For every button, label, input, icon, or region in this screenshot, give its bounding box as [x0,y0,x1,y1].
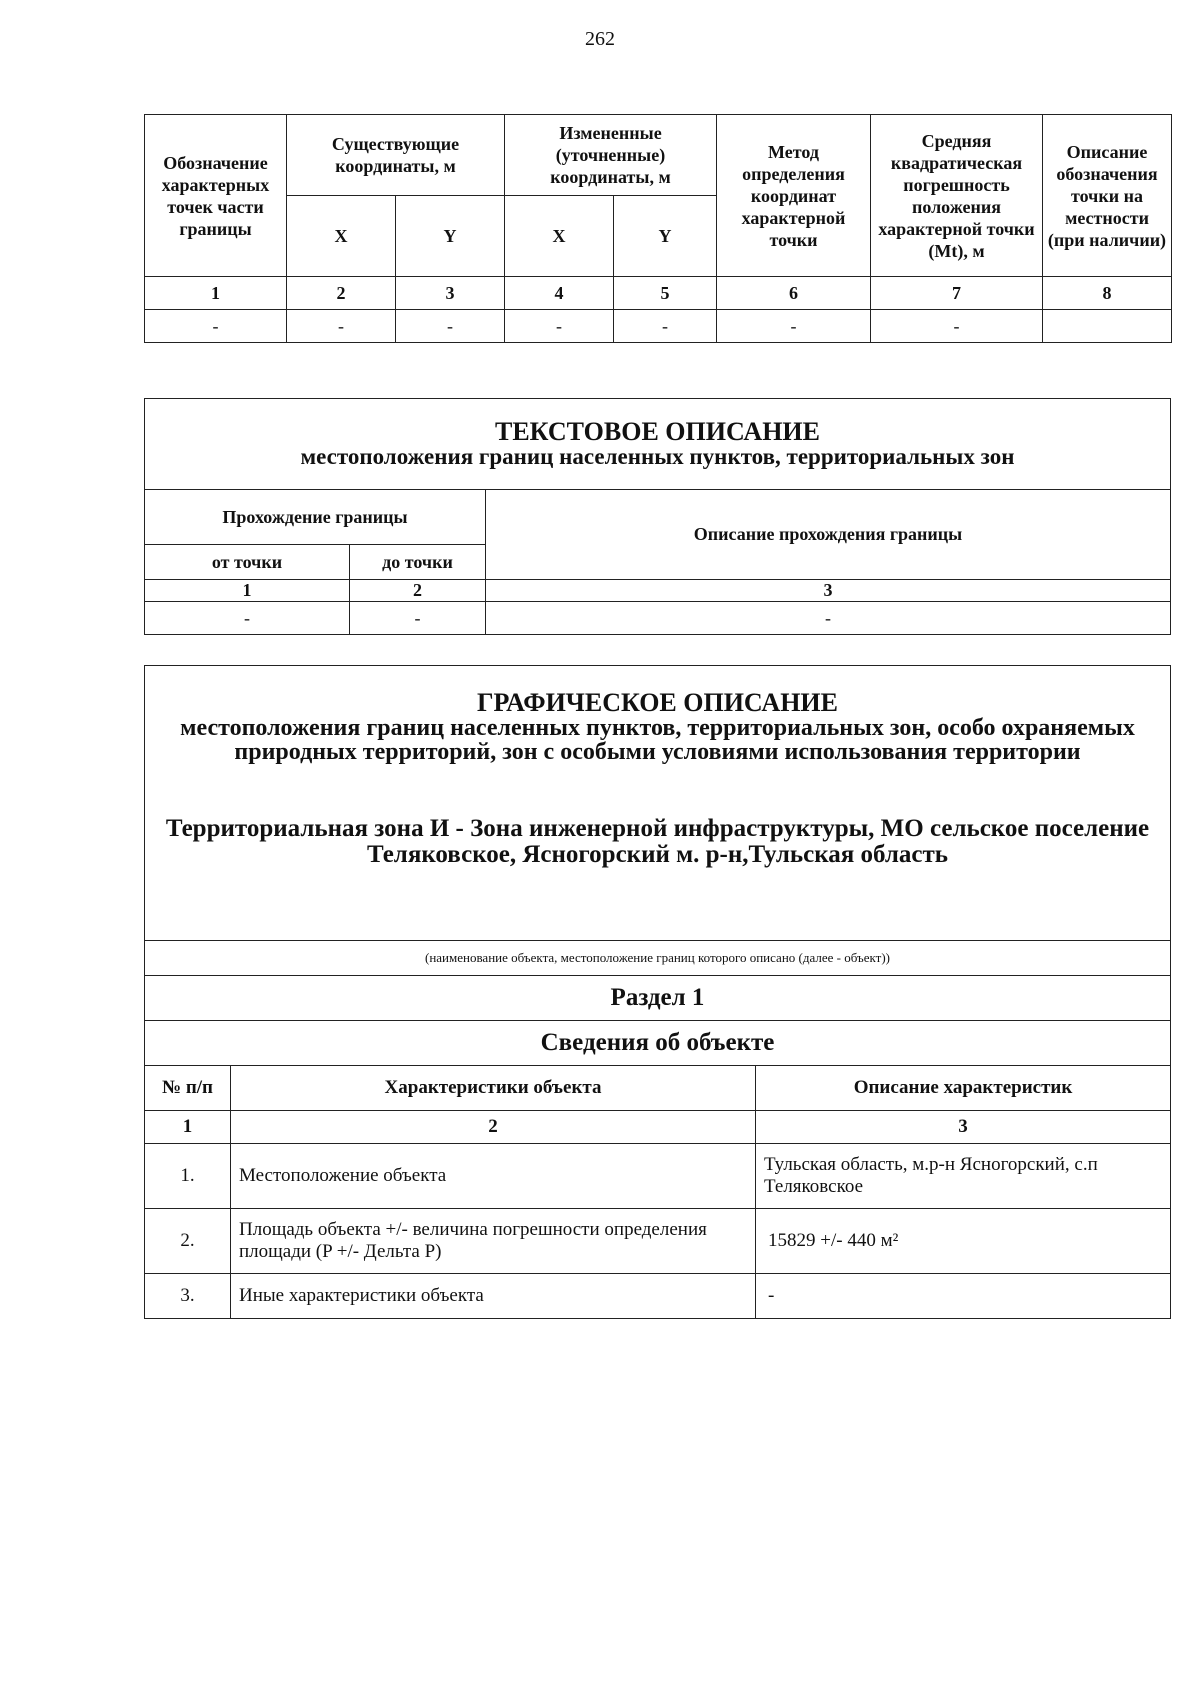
col-number: 8 [1043,277,1172,310]
characteristic-name: Площадь объекта +/- величина погрешности определения площади (P +/- Дельта P) [231,1209,756,1274]
col-number: 1 [145,580,350,602]
col-method: Метод определения координат характерной точки [717,115,871,277]
col-changed-coords: Измененные (уточненные) координаты, м [505,115,717,196]
col-number: 1 [145,277,287,310]
section-number: Раздел 1 [145,976,1171,1021]
characteristic-name: Иные характеристики объекта [231,1274,756,1319]
col-changed-x: X [505,196,614,277]
characteristic-value: - [756,1274,1171,1319]
table-header-row [145,1066,1171,1111]
col-num: № п/п [145,1066,231,1111]
col-characteristics-description: Описание характеристик [756,1066,1171,1111]
col-error: Средняя квадратическая погрешность положения характерной точки (Mt), м [871,115,1043,277]
graphic-description-title: ГРАФИЧЕСКОЕ ОПИСАНИЕ [477,688,838,717]
col-number: 1 [145,1111,231,1144]
table-row [145,1209,1171,1274]
object-name: Территориальная зона И - Зона инженерной инфраструктуры, МО сельское поселение Теляковское, Ясногорский м. р-н,Тульская область [165,815,1150,868]
table-cell: - [614,310,717,343]
graphic-description-header [145,666,1171,941]
col-existing-x: X [287,196,396,277]
column-numbers-row [145,277,1172,310]
table-row [145,602,1171,635]
table-cell [1043,310,1172,343]
table-cell: - [350,602,486,635]
graphic-description-subtitle: местоположения границ населенных пунктов, территориальных зон, особо охраняемых природных территорий, зон с особыми условиями использования территории [180,715,1135,765]
text-description-title: ТЕКСТОВОЕ ОПИСАНИЕ [494,417,820,446]
row-number: 3. [145,1274,231,1319]
col-number: 3 [756,1111,1171,1144]
col-number: 2 [231,1111,756,1144]
table-row [145,1274,1171,1319]
table-cell: - [486,602,1171,635]
table-cell: - [396,310,505,343]
column-numbers-row [145,1111,1171,1144]
col-number: 3 [486,580,1171,602]
col-point-description: Описание обозначения точки на местности (при наличии) [1043,115,1172,277]
col-number: 2 [287,277,396,310]
col-from-point: от точки [145,545,350,580]
col-changed-y: Y [614,196,717,277]
table-cell: - [871,310,1043,343]
column-numbers-row [145,580,1171,602]
col-designation: Обозначение характерных точек части границы [145,115,287,277]
col-number: 7 [871,277,1043,310]
col-number: 6 [717,277,871,310]
table-cell: - [505,310,614,343]
table-cell: - [287,310,396,343]
col-characteristics: Характеристики объекта [231,1066,756,1111]
page-number: 262 [585,28,615,50]
section-title: Сведения об объекте [145,1021,1171,1066]
coordinates-table [144,114,1172,343]
col-to-point: до точки [350,545,486,580]
col-number: 3 [396,277,505,310]
text-description-table [144,398,1171,635]
table-row [145,310,1172,343]
table-row [145,1144,1171,1209]
row-number: 1. [145,1144,231,1209]
col-passage: Прохождение границы [145,490,486,545]
graphic-description-table [144,665,1171,1319]
col-number: 2 [350,580,486,602]
table-cell: - [717,310,871,343]
characteristic-value: 15829 +/- 440 м² [756,1209,1171,1274]
row-number: 2. [145,1209,231,1274]
object-name-caption: (наименование объекта, местоположение границ которого описано (далее - объект)) [145,941,1171,976]
text-description-subtitle: местоположения границ населенных пунктов, территориальных зон [300,444,1015,469]
col-number: 5 [614,277,717,310]
col-number: 4 [505,277,614,310]
col-existing-coords: Существующие координаты, м [287,115,505,196]
text-description-header [145,399,1171,490]
col-passage-description: Описание прохождения границы [486,490,1171,580]
table-cell: - [145,602,350,635]
table-cell: - [145,310,287,343]
characteristic-value: Тульская область, м.р-н Ясногорский, с.п Теляковское [756,1144,1171,1209]
col-existing-y: Y [396,196,505,277]
characteristic-name: Местоположение объекта [231,1144,756,1209]
